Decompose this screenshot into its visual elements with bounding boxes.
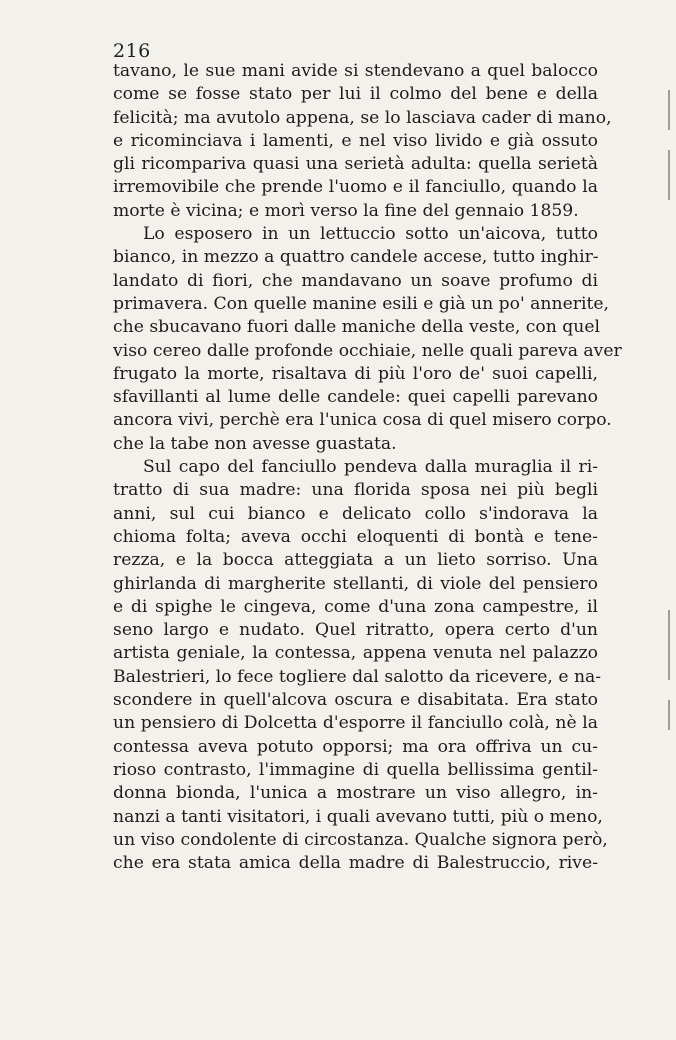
text-line: come se fosse stato per lui il colmo del bene e della [113, 84, 598, 105]
body-text [113, 60, 622, 875]
text-line: bianco, in mezzo a quattro candele accese, tutto inghir- [113, 247, 599, 268]
text-line: landato di fiori, che mandavano un soave profumo di [113, 270, 598, 291]
scan-edge-mark [668, 700, 670, 730]
scan-edge-mark [668, 610, 670, 680]
text-line: felicità; ma avutolo appena, se lo lasciava cader di mano, [113, 107, 612, 128]
scan-edge-mark [668, 90, 670, 130]
text-line: un pensiero di Dolcetta d'esporre il fanciullo colà, nè la [113, 713, 598, 734]
text-line: tratto di sua madre: una florida sposa nei più begli [113, 480, 598, 501]
text-line: tavano, le sue mani avide si stendevano a quel balocco [113, 61, 598, 81]
text-line: artista geniale, la contessa, appena venuta nel palazzo [113, 643, 598, 664]
text-line: morte è vicina; e morì verso la fine del gennaio 1859. [113, 200, 579, 221]
text-line: anni, sul cui bianco e delicato collo s'indorava la [113, 503, 598, 524]
text-line: rezza, e la bocca atteggiata a un lieto sorriso. Una [113, 550, 598, 571]
text-line: frugato la morte, risaltava di più l'oro de' suoi capelli, [113, 363, 598, 384]
text-line: irremovibile che prende l'uomo e il fanciullo, quando la [113, 177, 598, 198]
text-line: nanzi a tanti visitatori, i quali avevano tutti, più o meno, [113, 806, 603, 827]
text-line: Balestrieri, lo fece togliere dal salotto da ricevere, e na- [113, 666, 602, 687]
text-line: Sul capo del fanciullo pendeva dalla muraglia il ri- [143, 457, 598, 478]
text-line: e di spighe le cingeva, come d'una zona campestre, il [113, 596, 598, 617]
text-line: chioma folta; aveva occhi eloquenti di bontà e tene- [113, 526, 598, 547]
text-line: primavera. Con quelle manine esili e già un po' annerite, [113, 293, 609, 314]
text-line: e ricominciava i lamenti, e nel viso livido e già ossuto [113, 130, 598, 151]
text-line: seno largo e nudato. Quel ritratto, opera certo d'un [113, 620, 598, 641]
text-line: Lo esposero in un lettuccio sotto un'aicova, tutto [143, 224, 598, 245]
text-line: un viso condolente di circostanza. Qualche signora però, [113, 829, 608, 850]
text-line: che la tabe non avesse guastata. [113, 433, 397, 454]
text-line: donna bionda, l'unica a mostrare un viso allegro, in- [113, 783, 598, 804]
text-line: contessa aveva potuto opporsi; ma ora offriva un cu- [113, 736, 598, 757]
text-line: sfavillanti al lume delle candele: quei capelli parevano [113, 387, 598, 408]
text-line: ghirlanda di margherite stellanti, di viole del pensiero [113, 573, 598, 594]
text-line: che era stata amica della madre di Balestruccio, rive- [113, 853, 598, 874]
text-line: rioso contrasto, l'immagine di quella bellissima gentil- [113, 759, 598, 780]
page-number: 216 [113, 40, 151, 62]
text-line: che sbucavano fuori dalle maniche della veste, con quel [113, 317, 601, 338]
text-line: ancora vivi, perchè era l'unica cosa di quel misero corpo. [113, 410, 612, 431]
scan-edge-mark [668, 150, 670, 200]
text-line: viso cereo dalle profonde occhiaie, nelle quali pareva aver [113, 340, 622, 361]
text-line: scondere in quell'alcova oscura e disabitata. Era stato [113, 690, 598, 711]
text-line: gli ricompariva quasi una serietà adulta: quella serietà [113, 154, 598, 175]
